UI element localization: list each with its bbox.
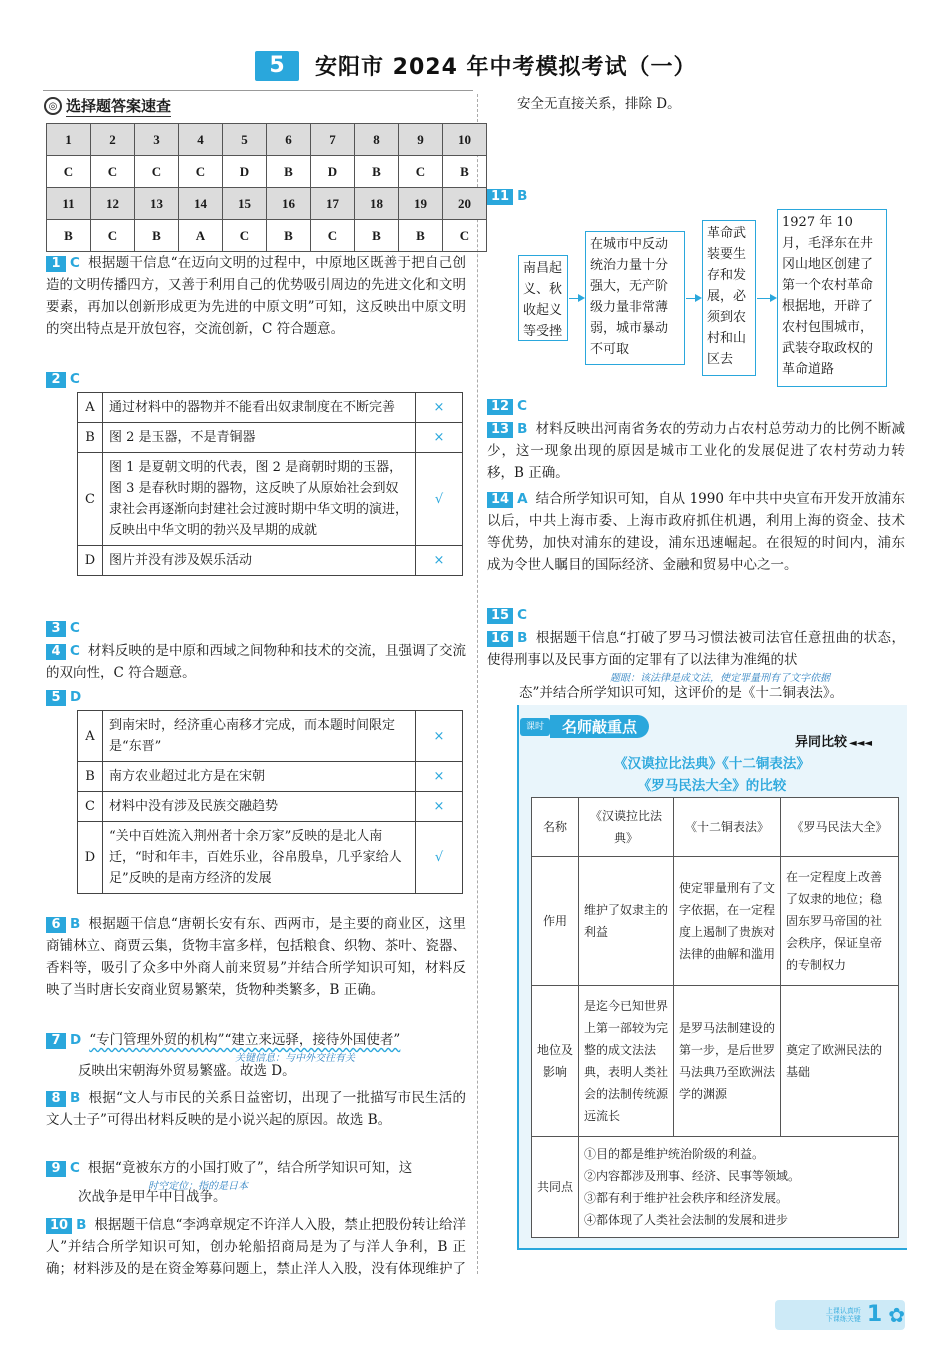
question-explanation: 根据题干信息“李鸿章规定不许洋人入股，禁止把股份转让给洋人”并结合所学知识可知，创办轮船招商局是为了与洋人争利，B 正确；材料涉及的是在资金筹募问题上，禁止洋人入股，没有体现维护了	[46, 1217, 466, 1277]
footer-slogan-line: 下课练关键	[825, 1314, 861, 1323]
option-mark: ×	[416, 711, 463, 762]
flow-step: 南昌起义、秋收起义等受挫	[518, 255, 568, 341]
answer-cell: B	[47, 220, 91, 252]
answer-cell: C	[443, 220, 487, 252]
comparison-subtitle: 《汉谟拉比法典》《十二铜表法》	[614, 756, 810, 772]
question-1	[46, 252, 466, 340]
answer-cell: 14	[179, 188, 223, 220]
common-point: ②内容都涉及刑事、经济、民事等领域。	[584, 1169, 801, 1183]
handwritten-note: 题眼：该法律是成文法，使定罪量刑有了文字依据	[610, 673, 830, 684]
answer-cell: B	[135, 220, 179, 252]
flow-arrow	[757, 298, 775, 299]
table-cell: 在一定程度上改善了奴隶的地位；稳固东罗马帝国的社会秩序，保证皇帝的专制权力	[781, 857, 899, 986]
question-number: 15	[487, 608, 513, 624]
question-12	[487, 395, 535, 417]
key-points-header	[520, 715, 649, 738]
question-8	[46, 1087, 466, 1131]
panel-title: 名师敲重点	[550, 715, 649, 738]
page-number: 1	[866, 1302, 883, 1327]
answer-cell: C	[223, 220, 267, 252]
answer-cell: 19	[399, 188, 443, 220]
option-analysis: 图 1 是夏朝文明的代表，图 2 是商朝时期的玉器，图 3 是春秋时期的器物，这反映了从原始社会到奴隶社会再逐渐向封建社会过渡时期中华文明的演进，反映出中华文明的勃兴及早期的成就	[103, 453, 416, 546]
question-number: 13	[487, 422, 513, 438]
answer-cell: 15	[223, 188, 267, 220]
table-cell	[579, 1137, 899, 1238]
question-10-continued-text: 安全无直接关系，排除 D。	[517, 96, 681, 112]
common-point: ③都有利于维护社会秩序和经济发展。	[584, 1191, 789, 1205]
option-row	[78, 822, 463, 894]
answer-cell: C	[91, 220, 135, 252]
answer-cell: D	[311, 156, 355, 188]
option-mark: √	[416, 822, 463, 894]
option-mark: ×	[416, 423, 463, 453]
question-number: 4	[46, 644, 66, 660]
question-answer: C	[70, 371, 80, 387]
option-letter: C	[78, 792, 103, 822]
question-number: 3	[46, 621, 66, 637]
question-number: 6	[46, 917, 66, 933]
answer-cell: B	[355, 220, 399, 252]
question-explanation: 态”并结合所学知识可知，这评价的是《十二铜表法》。	[519, 685, 844, 701]
comparison-row	[532, 1137, 899, 1238]
option-mark: ×	[416, 792, 463, 822]
answer-cell: 9	[399, 124, 443, 156]
answer-cell: 2	[91, 124, 135, 156]
option-row	[78, 393, 463, 423]
flow-step: 在城市中反动统治力量十分强大，无产阶级力量非常薄弱，城市暴动不可取	[585, 231, 685, 365]
option-analysis: 图 2 是玉器，不是青铜器	[103, 423, 416, 453]
row-label: 共同点	[532, 1137, 579, 1238]
table-header-cell: 《汉谟拉比法典》	[579, 798, 674, 857]
answer-key-row	[47, 156, 487, 188]
question-15	[487, 604, 535, 626]
question-11-head	[487, 185, 535, 207]
question-answer: C	[70, 255, 80, 271]
question-2-head	[46, 368, 88, 390]
question-number: 14	[487, 492, 513, 508]
flow-arrow	[569, 298, 583, 299]
answer-cell: 17	[311, 188, 355, 220]
question-14	[487, 488, 905, 576]
question-answer: C	[517, 398, 528, 414]
page-header	[255, 50, 697, 81]
common-point: ④都体现了人类社会法制的发展和进步	[584, 1213, 789, 1227]
answer-cell: 10	[443, 124, 487, 156]
question-answer: B	[70, 1090, 81, 1106]
answer-key-label	[44, 95, 171, 117]
option-analysis: 到南宋时，经济重心南移才完成，而本题时间限定是“东晋”	[103, 711, 416, 762]
question-answer: B	[517, 188, 528, 204]
question-explanation: 反映出宋朝海外贸易繁盛。故选 D。	[78, 1063, 296, 1079]
answer-cell: C	[179, 156, 223, 188]
question-5-options-table	[77, 710, 463, 894]
flow-step: 革命武装要生存和发展，必须到农村和山区去	[702, 220, 756, 376]
answer-key-row	[47, 220, 487, 252]
question-answer: D	[70, 689, 82, 705]
option-row	[78, 762, 463, 792]
question-answer: C	[70, 620, 80, 636]
option-row	[78, 423, 463, 453]
question-9	[46, 1157, 466, 1179]
answer-cell: C	[311, 220, 355, 252]
question-answer: A	[517, 491, 528, 507]
comparison-table	[531, 797, 899, 1238]
common-point: ①目的都是维护统治阶级的利益。	[584, 1147, 765, 1161]
question-explanation: 根据“竟被东方的小国打败了”，结合所学知识可知，这	[87, 1160, 413, 1176]
option-mark: ×	[416, 546, 463, 576]
page-number-area	[826, 1302, 905, 1327]
answer-cell: B	[267, 220, 311, 252]
target-icon: ◎	[44, 97, 62, 115]
comparison-row	[532, 986, 899, 1137]
option-letter: A	[78, 711, 103, 762]
table-cell: 奠定了欧洲民法的基础	[781, 986, 899, 1137]
question-13	[487, 418, 905, 484]
option-row	[78, 711, 463, 762]
question-explanation: 次战争是甲午中日战争。	[78, 1189, 227, 1205]
title-rule	[43, 90, 473, 91]
option-letter: A	[78, 393, 103, 423]
option-mark: ×	[416, 393, 463, 423]
option-analysis: 通过材料中的器物并不能看出奴隶制度在不断完善	[103, 393, 416, 423]
question-10	[46, 1214, 466, 1280]
question-16	[487, 627, 905, 671]
answer-key-row	[47, 188, 487, 220]
option-letter: B	[78, 762, 103, 792]
option-letter: C	[78, 453, 103, 546]
table-header-cell: 《罗马民法大全》	[781, 798, 899, 857]
option-row	[78, 453, 463, 546]
question-explanation: 根据题干信息“打破了罗马习惯法被司法官任意扭曲的状态，使得刑事以及民事方面的定罪有了以法律为准绳的状	[487, 630, 905, 668]
question-number: 5	[46, 690, 66, 706]
comparison-row	[532, 857, 899, 986]
panel-logo: 课时	[520, 718, 550, 736]
question-6	[46, 913, 466, 1001]
answer-cell: B	[355, 156, 399, 188]
answer-cell: C	[399, 156, 443, 188]
question-number: 16	[487, 631, 513, 647]
question-answer: C	[517, 607, 528, 623]
answer-cell: 5	[223, 124, 267, 156]
answer-cell: A	[179, 220, 223, 252]
key-quote: “专门管理外贸的机构”“建立来远驿，接待外国使者”	[89, 1032, 401, 1048]
answer-cell: C	[91, 156, 135, 188]
answer-key-row	[47, 124, 487, 156]
comparison-subtitle: 《罗马民法大全》的比较	[637, 778, 787, 794]
question-number: 11	[487, 189, 513, 205]
page-title: 安阳市 2024 年中考模拟考试（一）	[315, 55, 697, 80]
question-explanation: 根据“文人与市民的关系日益密切，出现了一批描写市民生活的文人士子”可得出材料反映的是小说兴起的原因。故选 B。	[46, 1090, 466, 1128]
answer-cell: B	[399, 220, 443, 252]
flow-step: 1927 年 10 月，毛泽东在井冈山地区创建了第一个农村革命根据地，开辟了农村包围城市，武装夺取政权的革命道路	[777, 209, 887, 387]
question-number: 9	[46, 1161, 66, 1177]
comparison-row	[532, 798, 899, 857]
table-cell: 维护了奴隶主的利益	[579, 857, 674, 986]
option-analysis: “关中百姓流入荆州者十余万家”反映的是北人南迁，“时和年丰，百姓乐业，谷帛殷阜，几乎家给人足”反映的是南方经济的发展	[103, 822, 416, 894]
option-mark: ×	[416, 762, 463, 792]
question-number: 10	[46, 1218, 72, 1234]
answer-cell: 3	[135, 124, 179, 156]
option-analysis: 南方农业超过北方是在宋朝	[103, 762, 416, 792]
option-row	[78, 546, 463, 576]
question-explanation: 结合所学知识可知，自从 1990 年中共中央宣布开发开放浦东以后，中共上海市委、上海市政府抓住机遇，利用上海的资金、技术等优势，加快对浦东的建设，浦东迅速崛起。在很短的时间内，浦东成为令世人瞩目的国际经济、金融和贸易中心之一。	[487, 491, 905, 573]
option-analysis: 材料中没有涉及民族交融趋势	[103, 792, 416, 822]
question-number: 1	[46, 256, 66, 272]
question-10-continued	[517, 93, 905, 183]
option-letter: B	[78, 423, 103, 453]
answer-key-table	[46, 123, 487, 252]
paper-number-badge: 5	[255, 51, 299, 81]
option-mark: √	[416, 453, 463, 546]
question-number: 2	[46, 372, 66, 388]
question-answer: B	[517, 630, 528, 646]
answer-cell: 4	[179, 124, 223, 156]
answer-cell: 12	[91, 188, 135, 220]
answer-cell: 7	[311, 124, 355, 156]
question-explanation: 材料反映的是中原和西域之间物种和技术的交流，且强调了交流的双向性，C 符合题意。	[46, 643, 466, 681]
question-answer: D	[70, 1032, 82, 1048]
question-number: 12	[487, 399, 513, 415]
answer-cell: 13	[135, 188, 179, 220]
handwritten-note: 时空定位：指的是日本	[148, 1181, 248, 1192]
mascot-icon: ✿	[888, 1302, 905, 1327]
question-explanation: 根据题干信息“唐朝长安有东、西两市，是主要的商业区，这里商铺林立、商贾云集，货物丰富多样，包括粮食、织物、茶叶、瓷器、香料等，吸引了众多中外商人前来贸易”并结合所学知识可知，材料反映了当时唐长安商业贸易繁荣，货物种类繁多，B 正确。	[46, 916, 466, 998]
answer-cell: C	[47, 156, 91, 188]
answer-cell: B	[267, 156, 311, 188]
section-label: 异同比较	[795, 735, 848, 750]
answer-cell: 16	[267, 188, 311, 220]
question-4	[46, 640, 466, 684]
answer-cell: 11	[47, 188, 91, 220]
question-answer: C	[70, 1160, 80, 1176]
footer-slogan	[826, 1307, 861, 1323]
answer-key-title: 选择题答案速查	[66, 97, 172, 115]
question-explanation: 根据题干信息“在迈向文明的过程中，中原地区既善于把自己创造的文明传播四方，又善于利用自己的优势吸引周边的先进文化和文明要素，再加以创新形成更为先进的中原文明”可知，这反映出中原文明的突出特点是开放包容，交流创新，C 符合题意。	[46, 255, 466, 337]
column-divider	[477, 94, 478, 1274]
answer-cell: 18	[355, 188, 399, 220]
question-3	[46, 617, 88, 639]
question-explanation: 材料反映出河南省务农的劳动力占农村总劳动力的比例不断减少，这一现象出现的原因是城市工业化的发展促进了农村劳动力转移，B 正确。	[487, 421, 905, 481]
option-letter: D	[78, 546, 103, 576]
question-answer: B	[76, 1217, 87, 1233]
answer-cell: 8	[355, 124, 399, 156]
answer-cell: 6	[267, 124, 311, 156]
question-answer: B	[517, 421, 528, 437]
option-row	[78, 792, 463, 822]
answer-cell: B	[443, 156, 487, 188]
question-answer: C	[70, 643, 80, 659]
section-title	[795, 731, 872, 750]
answer-cell: 20	[443, 188, 487, 220]
answer-cell: 1	[47, 124, 91, 156]
question-answer: B	[70, 916, 81, 932]
table-header-cell: 名称	[532, 798, 579, 857]
footer-slogan-line: 上课认真听	[825, 1306, 861, 1315]
question-7	[46, 1029, 466, 1051]
row-label: 地位及影响	[532, 986, 579, 1137]
option-letter: D	[78, 822, 103, 894]
table-cell: 是罗马法制建设的第一步，是后世罗马法典乃至欧洲法学的渊源	[674, 986, 781, 1137]
answer-cell: C	[135, 156, 179, 188]
question-number: 7	[46, 1033, 66, 1049]
flow-arrow	[686, 298, 700, 299]
handwritten-note: 关键信息：与中外交往有关	[235, 1053, 355, 1064]
table-cell: 是迄今已知世界上第一部较为完整的成文法法典，表明人类社会的法制传统源远流长	[579, 986, 674, 1137]
table-header-cell: 《十二铜表法》	[674, 798, 781, 857]
question-number: 8	[46, 1091, 66, 1107]
question-5-head	[46, 686, 89, 708]
row-label: 作用	[532, 857, 579, 986]
answer-cell: D	[223, 156, 267, 188]
table-cell: 使定罪量刑有了文字依据，在一定程度上遏制了贵族对法律的曲解和滥用	[674, 857, 781, 986]
triangle-arrows-icon: ◄◄◄	[849, 738, 873, 749]
question-2-options-table	[77, 392, 463, 576]
option-analysis: 图片并没有涉及娱乐活动	[103, 546, 416, 576]
